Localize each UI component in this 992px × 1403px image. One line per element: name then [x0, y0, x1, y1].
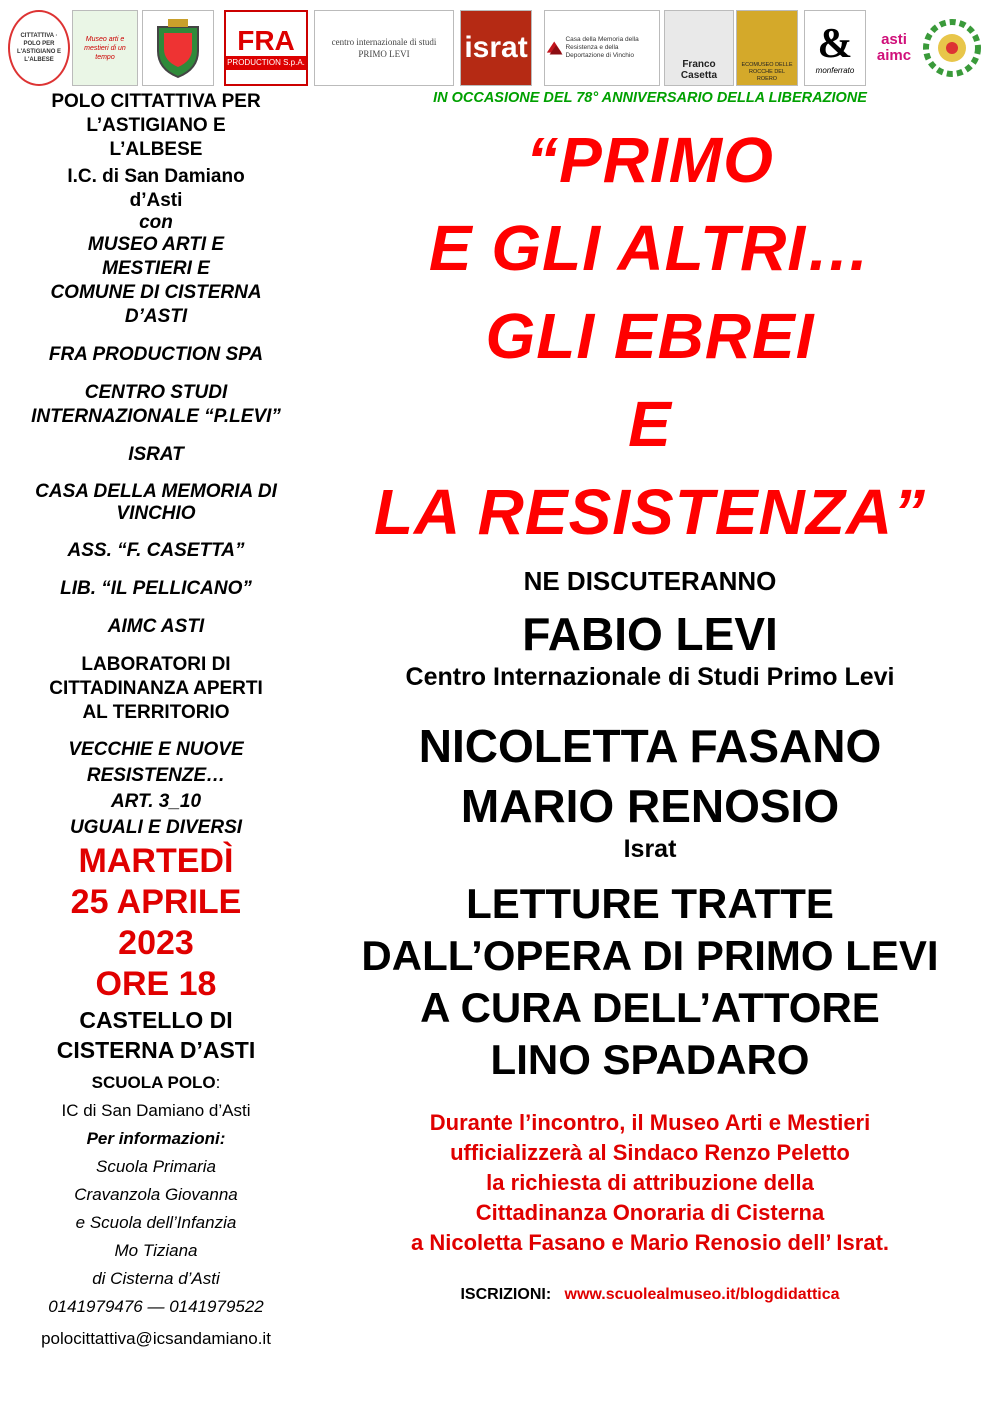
franco-casetta-logo: Franco Casetta	[664, 10, 734, 86]
iscrizioni-label: ISCRIZIONI:	[460, 1286, 552, 1303]
partner-lib-pellicano: LIB. “IL PELLICANO”	[60, 578, 252, 599]
vecchie-nuove-line: VECCHIE E NUOVE	[68, 739, 244, 760]
organizer-line: d’Asti	[129, 190, 183, 211]
iscrizioni-line	[318, 1284, 982, 1306]
primo-levi-logo: centro internazionale di studi PRIMO LEVI	[314, 10, 454, 86]
left-column	[6, 90, 306, 1353]
vecchie-nuove-line: UGUALI E DIVERSI	[69, 817, 243, 838]
red-shapes-icon	[545, 28, 563, 68]
note-line: a Nicoletta Fasano e Mario Renosio dell’ Israt.	[410, 1230, 890, 1255]
event-place: CASTELLO DI	[79, 1007, 233, 1033]
contact-email[interactable]: polocittattiva@icsandamiano.it	[41, 1329, 271, 1348]
partner-line: MESTIERI E	[102, 258, 210, 279]
organizer-line: POLO CITTATTIVA PER	[51, 91, 261, 112]
readings-line: A CURA DELL’ATTORE	[420, 984, 880, 1031]
scuola-polo-name: IC di San Damiano d’Asti	[61, 1101, 251, 1120]
event-year: 2023	[118, 924, 194, 962]
right-column	[318, 88, 982, 1306]
scuola-polo-line: SCUOLA POLO:	[91, 1073, 221, 1092]
title-line: GLI EBREI	[485, 300, 815, 372]
fra-production-logo: FRA PRODUCTION S.p.A.	[224, 10, 308, 86]
anniversary-line: IN OCCASIONE DEL 78° ANNIVERSARIO DELLA LIBERAZIONE	[433, 90, 867, 106]
event-title	[318, 116, 982, 556]
israt-logo: israt	[460, 10, 532, 86]
partner-centro-studi: INTERNAZIONALE “P.LEVI”	[31, 406, 281, 427]
note-line: ufficializzerà al Sindaco Renzo Peletto	[450, 1140, 850, 1165]
cittattiva-logo: CITTATTIVA · POLO PER L'ASTIGIANO E L'ALBESE	[8, 10, 70, 86]
speaker-affiliation-israt: Israt	[623, 835, 677, 863]
note-line: la richiesta di attribuzione della	[486, 1170, 814, 1195]
event-time: ORE 18	[95, 965, 217, 1003]
circle-people-logo	[920, 10, 984, 86]
partner-casa-memoria: CASA DELLA MEMORIA DI	[35, 481, 277, 502]
organizer-line: L’ASTIGIANO E	[86, 115, 226, 136]
info-line: di Cisterna d’Asti	[92, 1269, 220, 1288]
organizer-line: I.C. di San Damiano	[67, 166, 245, 187]
note-line: Durante l’incontro, il Museo Arti e Mestieri	[429, 1110, 871, 1135]
event-day: MARTEDÌ	[78, 842, 234, 880]
vecchie-nuove-line: RESISTENZE…	[86, 765, 226, 786]
info-line: Cravanzola Giovanna	[74, 1185, 238, 1204]
partner-ass-casetta: ASS. “F. CASETTA”	[67, 540, 245, 561]
title-line: E	[628, 388, 672, 460]
partner-fra: FRA PRODUCTION SPA	[48, 344, 264, 365]
iscrizioni-link[interactable]: www.scuolealmuseo.it/blogdidattica	[564, 1286, 840, 1303]
laboratori-line: AL TERRITORIO	[82, 702, 230, 723]
info-label: Per informazioni:	[86, 1129, 226, 1148]
ampersand-logo: & monferrato	[804, 10, 866, 86]
title-line: LA RESISTENZA”	[373, 476, 927, 548]
citizenship-note	[318, 1108, 982, 1258]
readings-block	[318, 878, 982, 1086]
partner-centro-studi: CENTRO STUDI	[84, 382, 228, 403]
asti-aimc-logo: asti aimc	[876, 31, 912, 64]
title-line: “PRIMO	[526, 124, 774, 196]
partner-line: COMUNE DI CISTERNA	[50, 282, 262, 303]
ecomuseo-logo: ECOMUSEO DELLE ROCCHE DEL ROERO	[736, 10, 798, 86]
readings-line: LETTURE TRATTE	[466, 880, 834, 927]
info-line: Mo Tiziana	[114, 1241, 198, 1260]
speaker-nicoletta-fasano: NICOLETTA FASANO	[418, 720, 882, 772]
casa-memoria-logo: Casa della Memoria della Resistenza e della Deportazione di Vinchio	[544, 10, 660, 86]
title-line: E GLI ALTRI…	[428, 212, 872, 284]
info-line: Scuola Primaria	[96, 1157, 216, 1176]
circle-of-people-icon	[922, 18, 982, 78]
comune-crest-logo	[142, 10, 214, 86]
readings-line: LINO SPADARO	[490, 1036, 810, 1083]
organizer-line: L’ALBESE	[109, 139, 203, 160]
vecchie-nuove-line: ART. 3_10	[110, 791, 202, 812]
museo-logo: Museo arti e mestieri di un tempo	[72, 10, 138, 86]
info-line: e Scuola dell’Infanzia	[75, 1213, 237, 1232]
speaker-fabio-levi: FABIO LEVI	[522, 608, 778, 660]
partner-aimc: AIMC ASTI	[107, 616, 205, 637]
speaker-affiliation: Centro Internazionale di Studi Primo Levi	[405, 663, 895, 691]
phone-numbers: 0141979476 — 0141979522	[48, 1297, 264, 1316]
readings-line: DALL’OPERA DI PRIMO LEVI	[361, 932, 939, 979]
partner-israt: ISRAT	[128, 444, 184, 465]
event-date: 25 APRILE	[70, 883, 242, 921]
sponsor-logo-strip	[8, 8, 984, 88]
ne-discuteranno: NE DISCUTERANNO	[523, 566, 777, 596]
crest-icon	[154, 17, 202, 79]
laboratori-line: LABORATORI DI	[81, 654, 231, 675]
partner-casa-memoria: VINCHIO	[116, 503, 196, 524]
event-place: CISTERNA D’ASTI	[56, 1037, 256, 1063]
speaker-mario-renosio: MARIO RENOSIO	[460, 780, 840, 832]
note-line: Cittadinanza Onoraria di Cisterna	[475, 1200, 825, 1225]
partner-line: MUSEO ARTI E	[87, 234, 225, 255]
partner-line: D’ASTI	[124, 306, 188, 327]
con-label: con	[139, 212, 173, 233]
laboratori-line: CITTADINANZA APERTI	[49, 678, 263, 699]
